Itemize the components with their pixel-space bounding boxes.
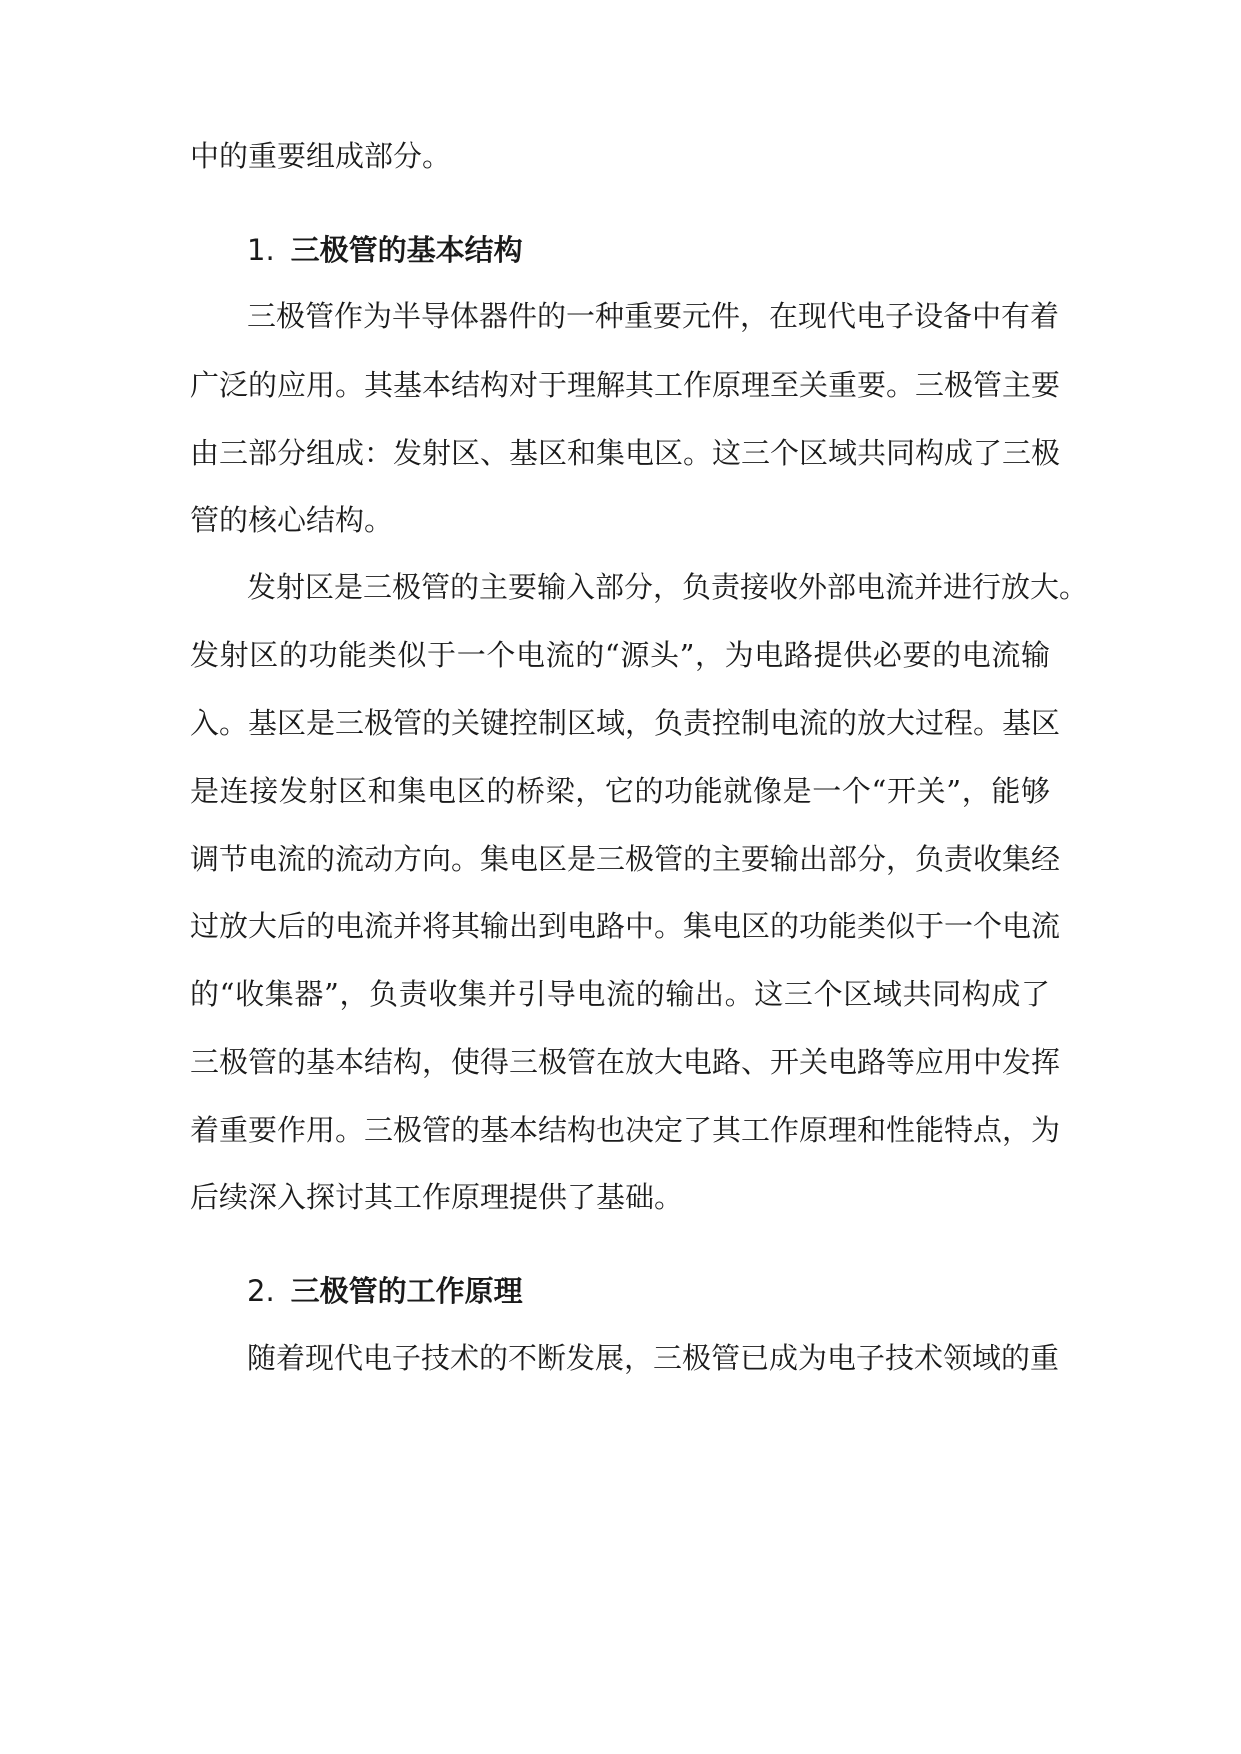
s1-p2-line-9: 着重要作用。三极管的基本结构也决定了其工作原理和性能特点，为 [190, 1113, 1061, 1147]
section-2-number: 2. [247, 1274, 275, 1308]
s1-p2-line-2: 发射区的功能类似于一个电流的“源头”，为电路提供必要的电流输 [190, 638, 1050, 672]
s1-p2-line-3: 入。基区是三极管的关键控制区域，负责控制电流的放大过程。基区 [190, 706, 1061, 740]
s1-p2-line-6: 过放大后的电流并将其输出到电路中。集电区的功能类似于一个电流 [190, 909, 1061, 943]
s1-p2-line-7: 的“收集器”，负责收集并引导电流的输出。这三个区域共同构成了 [190, 977, 1050, 1011]
s1-p2-line-1: 发射区是三极管的主要输入部分，负责接收外部电流并进行放大。 [247, 570, 1089, 604]
section-1-heading [247, 230, 523, 270]
section-1-number: 1. [247, 233, 275, 267]
section-2-heading [247, 1271, 523, 1311]
s1-p1-line-1: 三极管作为半导体器件的一种重要元件，在现代电子设备中有着 [247, 299, 1060, 333]
s1-p2-line-5: 调节电流的流动方向。集电区是三极管的主要输出部分，负责收集经 [190, 842, 1061, 876]
s1-p1-line-2: 广泛的应用。其基本结构对于理解其工作原理至关重要。三极管主要 [190, 368, 1061, 402]
s1-p1-line-4: 管的核心结构。 [190, 503, 394, 537]
s2-p1-line-1: 随着现代电子技术的不断发展，三极管已成为电子技术领域的重 [247, 1341, 1060, 1375]
section-1-title: 三极管的基本结构 [290, 233, 523, 267]
s1-p2-line-8: 三极管的基本结构，使得三极管在放大电路、开关电路等应用中发挥 [190, 1045, 1061, 1079]
s1-p2-line-10: 后续深入探讨其工作原理提供了基础。 [190, 1180, 684, 1214]
s1-p1-line-3: 由三部分组成：发射区、基区和集电区。这三个区域共同构成了三极 [190, 436, 1061, 470]
s1-p2-line-4: 是连接发射区和集电区的桥梁，它的功能就像是一个“开关”，能够 [190, 774, 1050, 808]
section-2-title: 三极管的工作原理 [290, 1274, 523, 1308]
intro-tail-line: 中的重要组成部分。 [190, 139, 452, 173]
